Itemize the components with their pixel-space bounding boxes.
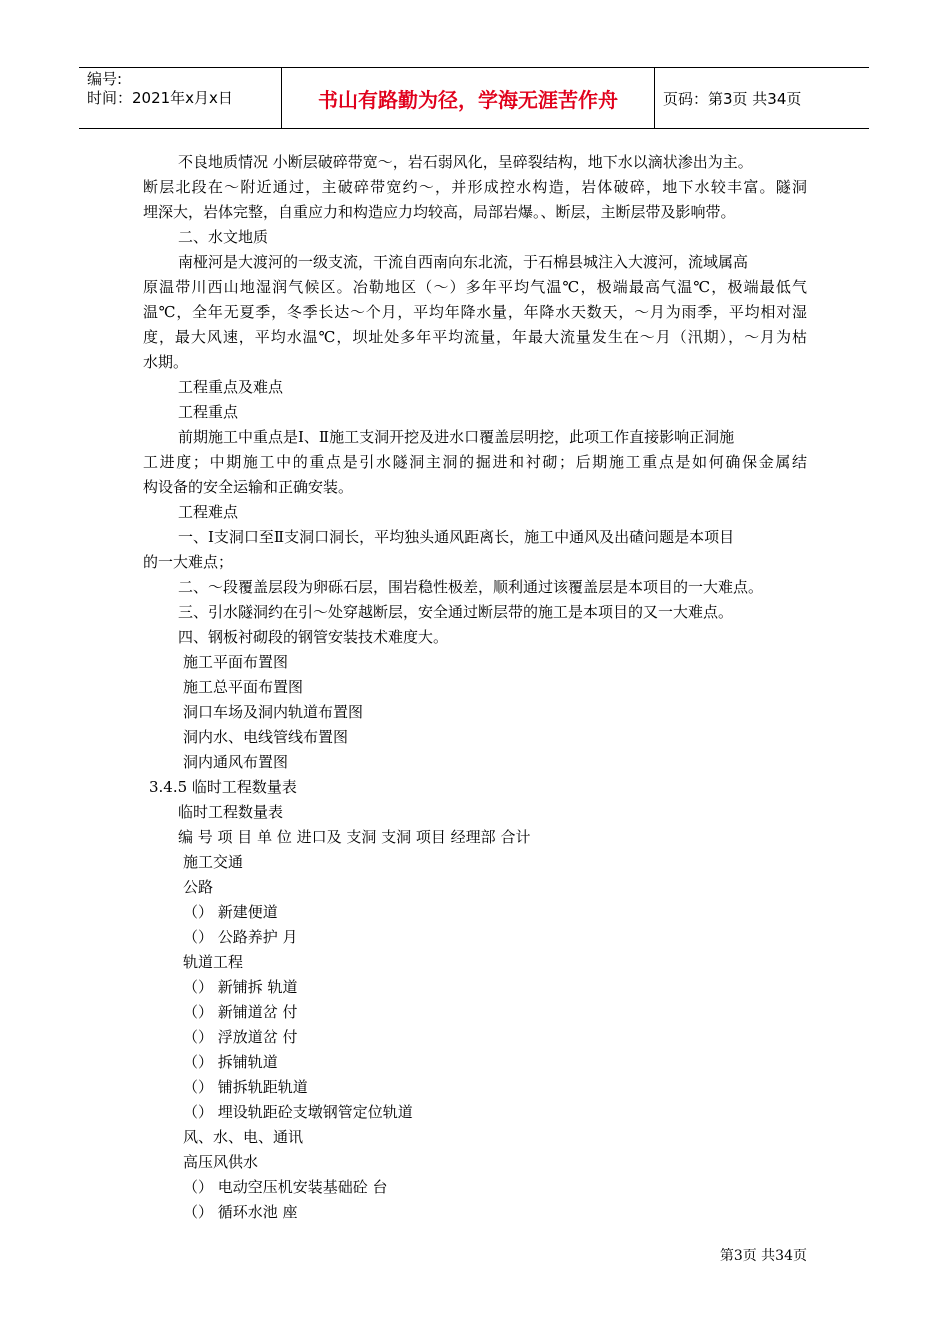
page-footer: 第3页 共34页: [719, 1248, 807, 1264]
text-line: 埋深大，岩体完整，自重应力和构造应力均较高，局部岩爆。、断层，主断层带及影响带。: [143, 203, 736, 221]
text-line: 四、钢板衬砌段的钢管安装技术难度大。: [178, 628, 449, 646]
text-line: 临时工程数量表: [178, 803, 284, 821]
header-motto: 书山有路勤为径，学海无涯苦作舟: [281, 68, 655, 128]
text-line: 不良地质情况 小断层破碎带宽～，岩石弱风化，呈碎裂结构，地下水以滴状渗出为主。: [178, 153, 753, 171]
text-line: （） 铺拆轨距轨道: [183, 1078, 308, 1096]
text-line: 风、水、电、通讯: [183, 1128, 304, 1146]
text-line: （） 新铺道岔 付: [183, 1003, 298, 1021]
text-line: （） 新建便道: [183, 903, 278, 921]
text-line: 洞口车场及洞内轨道布置图: [183, 703, 364, 721]
text-line: 高压风供水: [183, 1153, 259, 1171]
text-line: 水期。: [143, 353, 189, 371]
text-line: （） 浮放道岔 付: [183, 1028, 298, 1046]
document-body: [143, 150, 807, 1225]
text-line: 工程重点: [178, 403, 239, 421]
text-line: （） 电动空压机安装基础砼 台: [183, 1178, 388, 1196]
text-line: 温℃，全年无夏季，冬季长达～个月，平均年降水量，年降水天数天，～月为雨季，平均相对湿: [143, 303, 807, 321]
text-line: 轨道工程: [183, 953, 244, 971]
header-page-number: 页码：第3页 共34页: [663, 89, 802, 108]
text-line: 断层北段在～附近通过，主破碎带宽约～，并形成控水构造，岩体破碎，地下水较丰富。隧洞: [143, 178, 807, 196]
text-line: （） 循环水池 座: [183, 1203, 298, 1221]
text-line: 编 号 项 目 单 位 进口及 支洞 支洞 项目 经理部 合计: [178, 828, 531, 846]
text-line: 原温带川西山地湿润气候区。冶勒地区（～）多年平均气温℃，极端最高气温℃，极端最低气: [143, 278, 807, 296]
text-line: 工程难点: [178, 503, 239, 521]
text-line: （） 公路养护 月: [183, 928, 298, 946]
text-line: （） 拆铺轨道: [183, 1053, 278, 1071]
text-line: （） 埋设轨距砼支墩钢管定位轨道: [183, 1103, 413, 1121]
text-line: 洞内水、电线管线布置图: [183, 728, 349, 746]
text-line: 施工交通: [183, 853, 244, 871]
text-line: 构设备的安全运输和正确安装。: [143, 478, 354, 496]
text-line: 前期施工中重点是Ⅰ、Ⅱ施工支洞开挖及进水口覆盖层明挖，此项工作直接影响正洞施: [178, 428, 735, 446]
text-line: 施工总平面布置图: [183, 678, 304, 696]
text-line: （） 新铺拆 轨道: [183, 978, 298, 996]
page-header: [79, 67, 869, 129]
text-line: 工进度；中期施工中的重点是引水隧洞主洞的掘进和衬砌；后期施工重点是如何确保金属结: [143, 453, 807, 471]
text-line: 三、引水隧洞约在引～处穿越断层，安全通过断层带的施工是本项目的又一大难点。: [178, 603, 734, 621]
header-meta: [79, 68, 281, 128]
text-line: 洞内通风布置图: [183, 753, 289, 771]
text-line: 度，最大风速，平均水温℃，坝址处多年平均流量，年最大流量发生在～月（汛期），～月为枯: [143, 328, 807, 346]
text-line: 3.4.5 临时工程数量表: [149, 778, 297, 796]
text-line: 施工平面布置图: [183, 653, 289, 671]
text-line: 二、水文地质: [178, 228, 269, 246]
text-line: 工程重点及难点: [178, 378, 284, 396]
text-line: 的一大难点；: [143, 553, 234, 571]
text-line: 一、Ⅰ支洞口至Ⅱ支洞口洞长，平均独头通风距离长，施工中通风及出碴问题是本项目: [178, 528, 735, 546]
number-label: 编号:: [87, 70, 123, 88]
time-label: 时间：2021年x月x日: [87, 89, 233, 107]
text-line: 南桠河是大渡河的一级支流，干流自西南向东北流，于石棉县城注入大渡河，流域属高: [178, 253, 749, 271]
text-line: 公路: [183, 878, 214, 896]
text-line: 二、～段覆盖层段为卵砾石层，围岩稳性极差，顺利通过该覆盖层是本项目的一大难点。: [178, 578, 764, 596]
